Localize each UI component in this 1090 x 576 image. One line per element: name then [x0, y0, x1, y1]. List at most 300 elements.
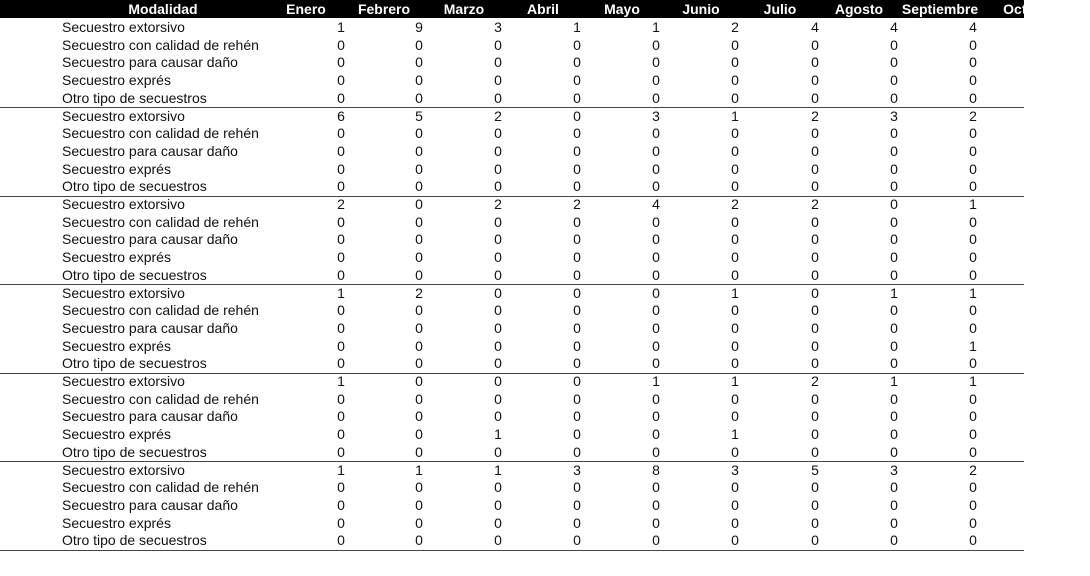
table-row [0, 108, 1024, 126]
value-cell: 1 [731, 426, 739, 443]
table-row [0, 54, 1024, 72]
header-cell: Julio [763, 1, 797, 17]
value-cell: 0 [573, 302, 581, 319]
table-row [0, 338, 1024, 356]
value-cell: 0 [573, 249, 581, 266]
value-cell: 0 [731, 178, 739, 195]
value-cell: 5 [811, 461, 819, 478]
value-cell: 0 [337, 479, 345, 496]
table-row [0, 267, 1024, 285]
value-cell: 0 [731, 302, 739, 319]
value-cell: 0 [731, 319, 739, 336]
value-cell: 1 [969, 337, 977, 354]
value-cell: 0 [969, 125, 977, 142]
value-cell: 0 [890, 496, 898, 513]
value-cell: 0 [811, 213, 819, 230]
table-row [0, 231, 1024, 249]
value-cell: 0 [890, 302, 898, 319]
row-label: Otro tipo de secuestros [62, 266, 207, 283]
value-cell: 0 [494, 160, 502, 177]
value-cell: 0 [969, 160, 977, 177]
value-cell: 0 [573, 89, 581, 106]
row-label: Secuestro exprés [62, 514, 171, 531]
value-cell: 0 [337, 231, 345, 248]
value-cell: 0 [731, 249, 739, 266]
value-cell: 1 [890, 373, 898, 389]
table-row [0, 391, 1024, 409]
value-cell: 0 [969, 302, 977, 319]
value-cell: 0 [731, 479, 739, 496]
value-cell: 0 [573, 319, 581, 336]
value-cell: 0 [573, 36, 581, 53]
value-cell: 1 [337, 461, 345, 478]
value-cell: 0 [415, 496, 423, 513]
value-cell: 0 [494, 302, 502, 319]
value-cell: 4 [652, 196, 660, 212]
table-row [0, 249, 1024, 267]
table-row [0, 161, 1024, 179]
value-cell: 0 [811, 178, 819, 195]
header-cell: Septiembre [901, 1, 979, 17]
value-cell: 0 [494, 142, 502, 159]
value-cell: 0 [337, 72, 345, 89]
value-cell: 0 [811, 266, 819, 283]
value-cell: 1 [337, 373, 345, 389]
row-label: Secuestro extorsivo [62, 461, 185, 478]
value-cell: 0 [494, 213, 502, 230]
value-cell: 0 [811, 231, 819, 248]
value-cell: 0 [890, 390, 898, 407]
value-cell: 0 [969, 36, 977, 53]
row-label: Secuestro con calidad de rehén [62, 125, 259, 142]
value-cell: 3 [573, 461, 581, 478]
table-row [0, 125, 1024, 143]
value-cell: 6 [337, 107, 345, 124]
value-cell: 0 [969, 514, 977, 531]
value-cell: 0 [969, 390, 977, 407]
value-cell: 0 [573, 337, 581, 354]
value-cell: 1 [969, 373, 977, 389]
value-cell: 0 [811, 337, 819, 354]
value-cell: 0 [652, 514, 660, 531]
value-cell: 0 [652, 426, 660, 443]
value-cell: 0 [969, 479, 977, 496]
table-row [0, 19, 1024, 37]
value-cell: 0 [652, 355, 660, 372]
value-cell: 0 [494, 125, 502, 142]
value-cell: 5 [415, 107, 423, 124]
value-cell: 0 [890, 178, 898, 195]
value-cell: 0 [969, 249, 977, 266]
value-cell: 0 [415, 89, 423, 106]
row-label: Secuestro con calidad de rehén [62, 479, 259, 496]
value-cell: 0 [494, 249, 502, 266]
value-cell: 0 [969, 355, 977, 372]
row-label: Secuestro para causar daño [62, 319, 238, 336]
value-cell: 0 [890, 72, 898, 89]
value-cell: 0 [731, 89, 739, 106]
value-cell: 0 [811, 532, 819, 549]
value-cell: 0 [731, 125, 739, 142]
value-cell: 0 [415, 390, 423, 407]
value-cell: 0 [890, 36, 898, 53]
value-cell: 0 [573, 178, 581, 195]
value-cell: 0 [811, 142, 819, 159]
value-cell: 0 [811, 54, 819, 71]
value-cell: 0 [652, 390, 660, 407]
value-cell: 0 [573, 408, 581, 425]
value-cell: 0 [890, 160, 898, 177]
value-cell: 0 [890, 532, 898, 549]
row-label: Otro tipo de secuestros [62, 532, 207, 549]
value-cell: 0 [652, 496, 660, 513]
value-cell: 0 [573, 426, 581, 443]
value-cell: 0 [415, 36, 423, 53]
value-cell: 0 [811, 160, 819, 177]
value-cell: 0 [415, 54, 423, 71]
value-cell: 0 [731, 72, 739, 89]
value-cell: 0 [494, 178, 502, 195]
value-cell: 0 [337, 160, 345, 177]
row-label: Secuestro extorsivo [62, 19, 185, 35]
value-cell: 1 [969, 196, 977, 212]
value-cell: 0 [811, 125, 819, 142]
value-cell: 0 [337, 89, 345, 106]
table-row [0, 373, 1024, 391]
table-row [0, 355, 1024, 373]
value-cell: 0 [731, 496, 739, 513]
value-cell: 1 [415, 461, 423, 478]
header-cell: Junio [682, 1, 720, 17]
value-cell: 0 [652, 89, 660, 106]
value-cell: 0 [573, 54, 581, 71]
value-cell: 0 [969, 72, 977, 89]
value-cell: 0 [573, 496, 581, 513]
value-cell: 0 [811, 284, 819, 301]
value-cell: 0 [652, 54, 660, 71]
value-cell: 0 [415, 125, 423, 142]
value-cell: 0 [415, 142, 423, 159]
value-cell: 0 [573, 390, 581, 407]
value-cell: 0 [890, 213, 898, 230]
row-label: Secuestro extorsivo [62, 196, 185, 212]
row-label: Otro tipo de secuestros [62, 355, 207, 372]
value-cell: 0 [652, 302, 660, 319]
value-cell: 0 [652, 36, 660, 53]
row-label: Secuestro exprés [62, 337, 171, 354]
value-cell: 0 [811, 514, 819, 531]
value-cell: 0 [652, 284, 660, 301]
value-cell: 0 [415, 213, 423, 230]
value-cell: 4 [811, 19, 819, 35]
value-cell: 0 [731, 266, 739, 283]
value-cell: 0 [494, 337, 502, 354]
row-label: Secuestro con calidad de rehén [62, 302, 259, 319]
row-label: Secuestro para causar daño [62, 496, 238, 513]
value-cell: 0 [969, 178, 977, 195]
value-cell: 1 [337, 19, 345, 35]
table-row [0, 178, 1024, 196]
row-label: Secuestro con calidad de rehén [62, 213, 259, 230]
value-cell: 0 [890, 125, 898, 142]
value-cell: 0 [337, 426, 345, 443]
table-row [0, 532, 1024, 550]
value-cell: 0 [652, 213, 660, 230]
value-cell: 0 [969, 231, 977, 248]
header-cell: Modalidad [128, 1, 198, 17]
value-cell: 1 [731, 284, 739, 301]
value-cell: 0 [969, 319, 977, 336]
value-cell: 1 [494, 426, 502, 443]
value-cell: 0 [573, 72, 581, 89]
header-cell: Abril [527, 1, 559, 17]
row-label: Otro tipo de secuestros [62, 89, 207, 106]
value-cell: 0 [890, 479, 898, 496]
value-cell: 0 [494, 532, 502, 549]
value-cell: 0 [890, 89, 898, 106]
value-cell: 0 [890, 54, 898, 71]
value-cell: 0 [415, 426, 423, 443]
value-cell: 0 [731, 142, 739, 159]
value-cell: 0 [890, 266, 898, 283]
value-cell: 2 [811, 107, 819, 124]
table-row [0, 515, 1024, 533]
value-cell: 0 [652, 72, 660, 89]
header-cell: Octubre [1003, 1, 1057, 17]
value-cell: 0 [337, 355, 345, 372]
value-cell: 0 [337, 408, 345, 425]
value-cell: 0 [337, 142, 345, 159]
value-cell: 0 [415, 319, 423, 336]
value-cell: 4 [969, 19, 977, 35]
table-row [0, 285, 1024, 303]
value-cell: 0 [890, 337, 898, 354]
value-cell: 2 [494, 107, 502, 124]
value-cell: 0 [652, 266, 660, 283]
header-cell: Marzo [443, 1, 485, 17]
value-cell: 0 [573, 479, 581, 496]
value-cell: 2 [969, 107, 977, 124]
value-cell: 0 [573, 514, 581, 531]
table-row [0, 320, 1024, 338]
value-cell: 0 [337, 36, 345, 53]
table-row [0, 497, 1024, 515]
value-cell: 3 [494, 19, 502, 35]
table-row [0, 37, 1024, 55]
value-cell: 0 [415, 355, 423, 372]
value-cell: 0 [890, 443, 898, 460]
row-label: Secuestro exprés [62, 72, 171, 89]
value-cell: 0 [890, 196, 898, 212]
value-cell: 0 [494, 373, 502, 389]
value-cell: 0 [731, 390, 739, 407]
value-cell: 0 [731, 160, 739, 177]
row-label: Secuestro para causar daño [62, 54, 238, 71]
value-cell: 0 [811, 355, 819, 372]
value-cell: 0 [494, 355, 502, 372]
row-label: Secuestro para causar daño [62, 142, 238, 159]
value-cell: 1 [573, 19, 581, 35]
value-cell: 0 [731, 54, 739, 71]
value-cell: 0 [811, 479, 819, 496]
value-cell: 1 [731, 107, 739, 124]
value-cell: 0 [494, 514, 502, 531]
value-cell: 1 [969, 284, 977, 301]
value-cell: 2 [811, 373, 819, 389]
value-cell: 4 [890, 19, 898, 35]
value-cell: 0 [811, 319, 819, 336]
table-row [0, 462, 1024, 480]
value-cell: 0 [415, 443, 423, 460]
value-cell: 0 [573, 532, 581, 549]
value-cell: 0 [969, 213, 977, 230]
table-row [0, 90, 1024, 108]
value-cell: 9 [415, 19, 423, 35]
value-cell: 0 [573, 160, 581, 177]
value-cell: 0 [652, 479, 660, 496]
value-cell: 0 [969, 408, 977, 425]
value-cell: 0 [890, 142, 898, 159]
value-cell: 0 [890, 426, 898, 443]
value-cell: 0 [652, 408, 660, 425]
value-cell: 2 [731, 19, 739, 35]
value-cell: 0 [652, 443, 660, 460]
value-cell: 1 [731, 373, 739, 389]
row-label: Secuestro para causar daño [62, 408, 238, 425]
value-cell: 0 [652, 160, 660, 177]
value-cell: 0 [494, 390, 502, 407]
value-cell: 1 [890, 284, 898, 301]
value-cell: 0 [969, 142, 977, 159]
value-cell: 0 [415, 249, 423, 266]
value-cell: 0 [415, 408, 423, 425]
value-cell: 0 [890, 249, 898, 266]
value-cell: 0 [731, 337, 739, 354]
value-cell: 0 [415, 196, 423, 212]
value-cell: 3 [652, 107, 660, 124]
value-cell: 0 [415, 72, 423, 89]
value-cell: 0 [337, 302, 345, 319]
value-cell: 0 [731, 443, 739, 460]
value-cell: 0 [811, 443, 819, 460]
value-cell: 0 [652, 337, 660, 354]
value-cell: 0 [494, 89, 502, 106]
value-cell: 0 [337, 496, 345, 513]
header-cell: Agosto [834, 1, 884, 17]
value-cell: 0 [494, 408, 502, 425]
header-row [0, 0, 1057, 18]
value-cell: 0 [573, 142, 581, 159]
value-cell: 0 [890, 408, 898, 425]
value-cell: 0 [573, 213, 581, 230]
value-cell: 0 [415, 231, 423, 248]
value-cell: 1 [652, 19, 660, 35]
table-row [0, 143, 1024, 161]
value-cell: 0 [811, 426, 819, 443]
value-cell: 0 [337, 266, 345, 283]
value-cell: 0 [969, 496, 977, 513]
value-cell: 3 [731, 461, 739, 478]
value-cell: 0 [652, 532, 660, 549]
value-cell: 0 [337, 337, 345, 354]
value-cell: 0 [415, 514, 423, 531]
value-cell: 0 [494, 36, 502, 53]
value-cell: 0 [415, 266, 423, 283]
value-cell: 0 [573, 107, 581, 124]
value-cell: 8 [652, 461, 660, 478]
value-cell: 1 [494, 461, 502, 478]
value-cell: 0 [573, 373, 581, 389]
value-cell: 0 [731, 408, 739, 425]
value-cell: 0 [573, 231, 581, 248]
value-cell: 3 [890, 107, 898, 124]
value-cell: 3 [890, 461, 898, 478]
value-cell: 0 [337, 443, 345, 460]
value-cell: 1 [337, 284, 345, 301]
value-cell: 0 [969, 54, 977, 71]
value-cell: 0 [969, 89, 977, 106]
value-cell: 0 [811, 89, 819, 106]
value-cell: 0 [337, 249, 345, 266]
value-cell: 0 [494, 54, 502, 71]
table-row [0, 479, 1024, 497]
value-cell: 0 [731, 355, 739, 372]
value-cell: 2 [811, 196, 819, 212]
value-cell: 0 [890, 355, 898, 372]
value-cell: 0 [337, 213, 345, 230]
value-cell: 0 [811, 390, 819, 407]
value-cell: 0 [811, 36, 819, 53]
value-cell: 2 [731, 196, 739, 212]
value-cell: 0 [811, 249, 819, 266]
value-cell: 0 [969, 532, 977, 549]
value-cell: 0 [652, 231, 660, 248]
value-cell: 0 [415, 479, 423, 496]
row-label: Secuestro extorsivo [62, 284, 185, 301]
row-label: Otro tipo de secuestros [62, 443, 207, 460]
value-cell: 0 [494, 231, 502, 248]
value-cell: 2 [415, 284, 423, 301]
value-cell: 0 [337, 514, 345, 531]
value-cell: 0 [731, 532, 739, 549]
value-cell: 0 [494, 72, 502, 89]
value-cell: 0 [969, 426, 977, 443]
value-cell: 0 [573, 355, 581, 372]
value-cell: 0 [573, 125, 581, 142]
value-cell: 0 [415, 302, 423, 319]
table-row [0, 196, 1024, 214]
value-cell: 0 [494, 479, 502, 496]
value-cell: 0 [890, 514, 898, 531]
value-cell: 2 [337, 196, 345, 212]
table-row [0, 214, 1024, 232]
value-cell: 0 [969, 266, 977, 283]
value-cell: 0 [494, 443, 502, 460]
value-cell: 0 [337, 125, 345, 142]
value-cell: 0 [573, 443, 581, 460]
value-cell: 0 [731, 514, 739, 531]
value-cell: 0 [652, 249, 660, 266]
value-cell: 0 [415, 337, 423, 354]
value-cell: 0 [652, 319, 660, 336]
table-row [0, 408, 1024, 426]
row-label: Secuestro con calidad de rehén [62, 390, 259, 407]
table-row [0, 72, 1024, 90]
value-cell: 0 [337, 319, 345, 336]
value-cell: 2 [969, 461, 977, 478]
value-cell: 0 [337, 54, 345, 71]
value-cell: 0 [652, 142, 660, 159]
